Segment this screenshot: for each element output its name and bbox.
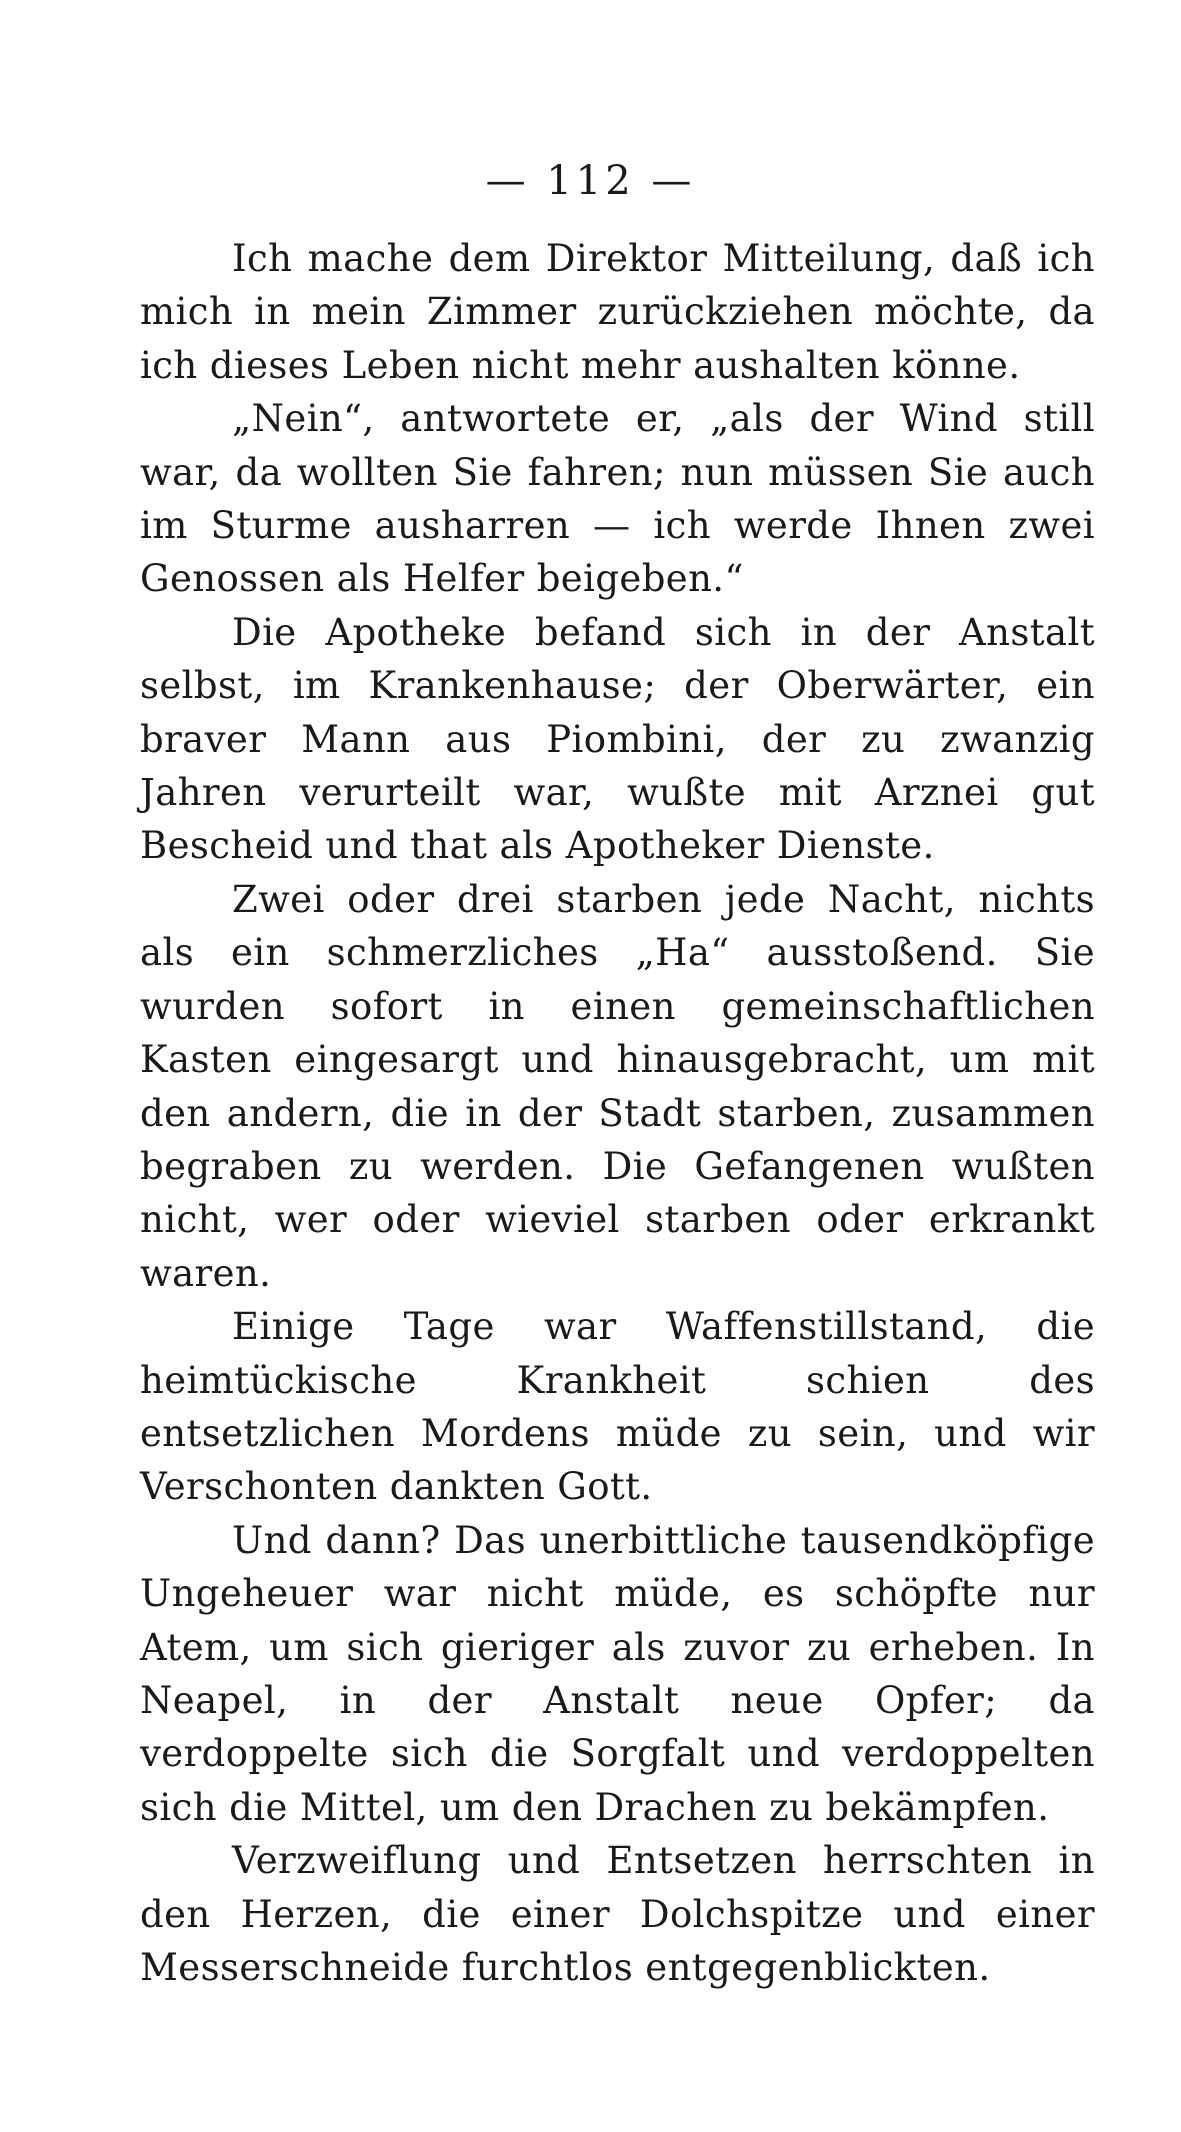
page-number: — 112 — (485, 158, 696, 204)
paragraph: Und dann? Das unerbittliche tausendköpfige Ungeheuer war nicht müde, es schöpfte nur Atem, um sich gieriger als zuvor zu erheben. In Neapel, in der Anstalt neue Opfer; da verdoppelte sich die Sorgfalt und verdoppelten sich die Mittel, um den Drachen zu bekämpfen. (140, 1518, 1095, 1829)
paragraph: Die Apotheke befand sich in der Anstalt selbst, im Krankenhause; der Oberwärter, ein braver Mann aus Piombini, der zu zwanzig Jahren verurteilt war, wußte mit Arznei gut Bescheid und that als Apotheker Dienste. (140, 610, 1095, 868)
paragraph: Zwei oder drei starben jede Nacht, nichts als ein schmerzliches „Ha“ ausstoßend. Sie wurden sofort in einen gemeinschaftlichen Kasten eingesargt und hinausgebracht, um mit den andern, die in der Stadt starben, zusammen begraben zu werden. Die Gefangenen wußten nicht, wer oder wieviel starben oder erkrankt waren. (140, 877, 1095, 1295)
paragraph: Verzweiflung und Entsetzen herrschten in den Herzen, die einer Dolchspitze und einer Messerschneide furchtlos entgegenblickten. (140, 1839, 1095, 1989)
body-text (140, 232, 1095, 1994)
paragraph: Ich mache dem Direktor Mitteilung, daß ich mich in mein Zimmer zurückziehen möchte, da ich dieses Leben nicht mehr aushalten könne. (140, 237, 1095, 387)
paragraph: Einige Tage war Waffenstillstand, die heimtückische Krankheit schien des entsetzlichen Mordens müde zu sein, und wir Verschonten dankten Gott. (140, 1305, 1095, 1509)
paragraph: „Nein“, antwortete er, „als der Wind still war, da wollten Sie fahren; nun müssen Sie auch im Sturme ausharren — ich werde Ihnen zwei Genossen als Helfer beigeben.“ (140, 397, 1095, 601)
